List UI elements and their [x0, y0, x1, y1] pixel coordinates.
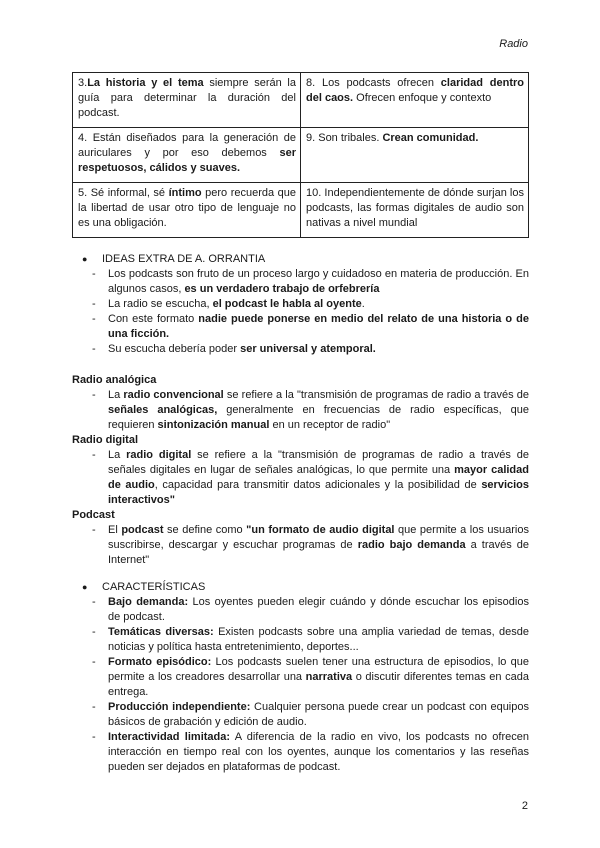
bold-text: sintonización manual: [157, 419, 270, 431]
bold-text: Temáticas diversas:: [108, 626, 214, 638]
table-cell: [301, 128, 529, 183]
table-cell: [73, 183, 301, 238]
list-item: [92, 448, 529, 508]
bold-text: es un verdadero trabajo de orfebrería: [184, 283, 380, 295]
section-title-podcast: Podcast: [72, 509, 115, 521]
bold-text: Producción independiente:: [108, 701, 251, 713]
ideas-heading: [82, 252, 529, 267]
page-body: [72, 252, 529, 775]
text-run: El: [108, 524, 122, 536]
text-run: Los podcasts son fruto de un proceso largo y cuidadoso en materia de producción. En algunos casos,: [108, 268, 529, 295]
list-item: [92, 388, 529, 433]
list-item: [92, 342, 529, 357]
bold-text: "un formato de audio digital: [246, 524, 395, 536]
text-run: en un receptor de radio": [269, 419, 391, 431]
text-run: a través de Internet": [108, 539, 529, 566]
bold-text: claridad dentro del caos.: [306, 77, 524, 104]
list-item: [92, 523, 529, 568]
bold-text: Bajo demanda:: [108, 596, 189, 608]
bold-text: ser universal y atemporal.: [240, 343, 376, 355]
bold-text: ser respetuosos, cálidos y suaves.: [78, 147, 296, 174]
table-cell: [301, 73, 529, 128]
text-run: 4. Están diseñados para la generación de auriculares y por eso debemos: [78, 132, 296, 159]
caracteristicas-heading-text: CARACTERÍSTICAS: [102, 581, 206, 593]
bold-text: íntimo: [168, 187, 202, 199]
bullet-icon: ●: [82, 254, 88, 264]
ideas-heading-text: IDEAS EXTRA DE A. ORRANTIA: [102, 253, 266, 265]
bold-text: señales analógicas,: [108, 404, 218, 416]
table-row: [73, 183, 529, 238]
section-title-radio-analogica: Radio analógica: [72, 374, 157, 386]
bold-text: podcast: [121, 524, 164, 536]
table-row: [73, 128, 529, 183]
text-run: pero recuerda que la libertad de usar otro tipo de lenguaje no es una obligación.: [78, 187, 296, 229]
section-title-radio-digital: Radio digital: [72, 434, 138, 446]
text-run: o discutir diferentes temas en cada entrega.: [108, 671, 529, 698]
bold-text: Interactividad limitada:: [108, 731, 231, 743]
bold-text: radio bajo demanda: [357, 539, 466, 551]
bold-text: Formato episódico:: [108, 656, 212, 668]
bold-text: narrativa: [305, 671, 353, 683]
text-run: Existen podcasts sobre una amplia variedad de temas, desde noticias y política hasta entretenimiento, deportes...: [108, 626, 530, 653]
list-item: [92, 267, 529, 297]
bold-text: el podcast le habla al oyente: [212, 298, 362, 310]
text-run: siempre serán la guía para determinar la duración del podcast.: [78, 77, 296, 119]
text-run: que permite a los usuarios suscribirse, descargar y escuchar programas de: [108, 524, 529, 551]
text-run: 3.: [78, 77, 88, 89]
text-run: Su escucha debería poder: [108, 343, 241, 355]
text-run: 8. Los podcasts ofrecen: [306, 77, 441, 89]
text-run: La: [108, 389, 124, 401]
caracteristicas-heading: [82, 580, 529, 595]
text-run: Los oyentes pueden elegir cuándo y dónde escuchar los episodios de podcast.: [108, 596, 529, 623]
list-item: [92, 297, 529, 312]
list-item: [92, 730, 529, 775]
list-item: [92, 595, 529, 625]
bullet-icon: ●: [82, 582, 88, 592]
caracteristicas-list: [72, 595, 529, 775]
bold-text: mayor calidad de audio: [108, 464, 529, 491]
text-run: se refiere a la "transmisión de programas de radio a través de señales digitales en lugar de señales analógicas, lo que permite una: [108, 449, 529, 476]
bold-text: radio convencional: [123, 389, 224, 401]
text-run: Cualquier persona puede crear un podcast con equipos básicos de grabación y edición de audio.: [108, 701, 529, 728]
bold-text: La historia y el tema: [87, 77, 204, 89]
text-run: La radio se escucha,: [108, 298, 213, 310]
radio-analogica-list: [72, 388, 529, 433]
list-item: [92, 625, 529, 655]
table-row: [73, 73, 529, 128]
text-run: .: [361, 298, 365, 310]
text-run: Ofrecen enfoque y contexto: [353, 92, 492, 104]
table-cell: [73, 128, 301, 183]
table-cell: [301, 183, 529, 238]
bold-text: nadie puede ponerse en medio del relato de una historia o de una ficción.: [108, 313, 529, 340]
list-item: [92, 700, 529, 730]
list-item: [92, 312, 529, 342]
text-run: La: [108, 449, 127, 461]
ideas-list: [72, 267, 529, 357]
text-run: se refiere a la "transmisión de programas de radio a través de: [223, 389, 529, 401]
text-run: 10. Independientemente de dónde surjan los podcasts, las formas digitales de audio son nativas a nivel mundial: [306, 187, 524, 229]
list-item: [92, 655, 529, 700]
podcast-list: [72, 523, 529, 568]
text-run: Con este formato: [108, 313, 199, 325]
text-run: generalmente en frecuencias de radio específicas, que requieren: [108, 404, 529, 431]
text-run: 5. Sé informal, sé: [78, 187, 169, 199]
radio-digital-list: [72, 448, 529, 508]
text-run: se define como: [163, 524, 247, 536]
bold-text: Crean comunidad.: [382, 132, 479, 144]
text-run: 9. Son tribales.: [306, 132, 383, 144]
summary-table: [72, 72, 529, 238]
bold-text: radio digital: [126, 449, 192, 461]
text-run: A diferencia de la radio en vivo, los podcasts no ofrecen interacción en tiempo real con los oyentes, aunque los comentarios y las reseñas pueden ser dejados en plataformas de podcast.: [108, 731, 529, 773]
table-cell: [73, 73, 301, 128]
text-run: Los podcasts suelen tener una estructura de episodios, lo que permite a los creadores desarrollar una: [108, 656, 529, 683]
bold-text: servicios interactivos": [108, 479, 530, 506]
page-number: 2: [521, 800, 528, 812]
page-header: Radio: [499, 38, 528, 50]
text-run: , capacidad para transmitir datos adicionales y la posibilidad de: [154, 479, 482, 491]
